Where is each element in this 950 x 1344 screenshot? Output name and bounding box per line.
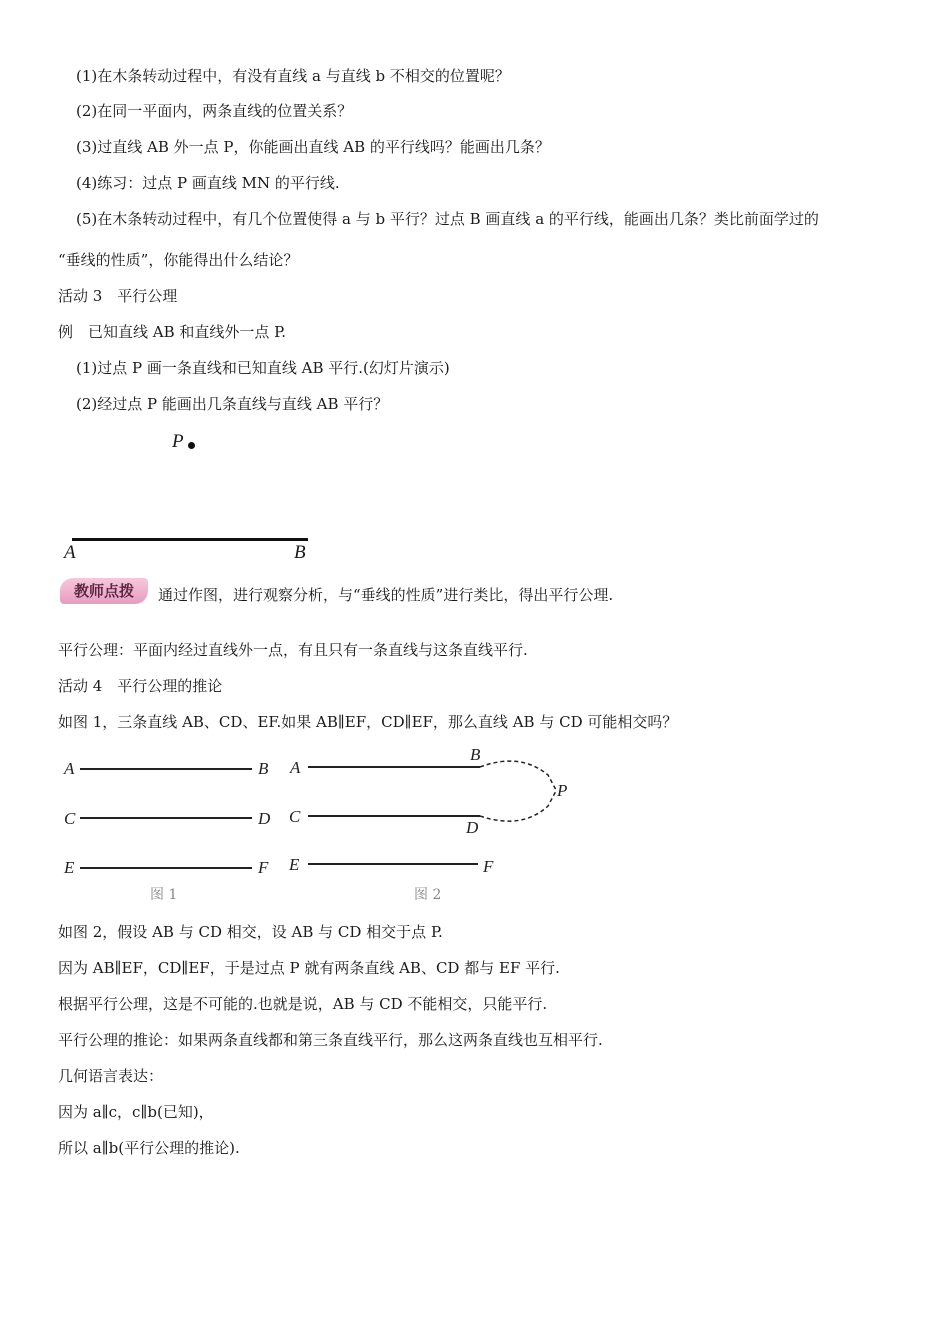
- question-1: (1)在木条转动过程中，有没有直线 a 与直线 b 不相交的位置呢？: [76, 67, 510, 85]
- figure-point-b-label: B: [294, 542, 306, 563]
- geometry-language-line1: 因为 a∥c，c∥b(已知)，: [58, 1103, 214, 1121]
- fig2-dashed-curve-b: [480, 761, 556, 790]
- fig2-label-b: B: [470, 745, 481, 764]
- fig1-caption: 图 1: [150, 887, 178, 903]
- activity3-title: 活动 3 平行公理: [58, 287, 178, 305]
- parallel-axiom: 平行公理：平面内经过直线外一点，有且只有一条直线与这条直线平行.: [58, 641, 528, 659]
- fig2-label-d: D: [466, 818, 479, 837]
- fig1-label-f: F: [258, 858, 269, 877]
- geometry-language-line2: 所以 a∥b(平行公理的推论).: [58, 1139, 240, 1157]
- fig2-label-a: A: [290, 758, 301, 777]
- activity3-sub1: (1)过点 P 画一条直线和已知直线 AB 平行.(幻灯片演示): [76, 359, 450, 377]
- activity3-sub2: (2)经过点 P 能画出几条直线与直线 AB 平行？: [76, 395, 389, 413]
- activity4-corollary: 平行公理的推论：如果两条直线都和第三条直线平行，那么这两条直线也互相平行.: [58, 1031, 603, 1049]
- question-2: (2)在同一平面内，两条直线的位置关系？: [76, 102, 353, 120]
- fig1-label-c: C: [64, 809, 76, 828]
- activity4-title: 活动 4 平行公理的推论: [58, 677, 223, 695]
- fig2-label-f: F: [483, 857, 494, 876]
- fig2-caption: 图 2: [414, 887, 442, 903]
- activity3-example: 例 已知直线 AB 和直线外一点 P.: [58, 323, 286, 341]
- question-3: (3)过直线 AB 外一点 P，你能画出直线 AB 的平行线吗？能画出几条？: [76, 138, 550, 156]
- question-5-continued: “垂线的性质”，你能得出什么结论？: [58, 251, 299, 269]
- activity4-line3: 根据平行公理，这是不可能的.也就是说，AB 与 CD 不能相交，只能平行.: [58, 995, 548, 1013]
- fig2-label-c: C: [289, 807, 301, 826]
- geometry-language-title: 几何语言表达：: [58, 1067, 164, 1085]
- figure-point-a-label: A: [64, 542, 76, 563]
- fig1-label-a: A: [64, 759, 75, 778]
- teacher-tip-text: 通过作图，进行观察分析，与“垂线的性质”进行类比，得出平行公理.: [158, 586, 614, 604]
- figure-point-p-label: P: [172, 431, 184, 452]
- fig1-label-e: E: [64, 858, 75, 877]
- activity4-line2: 因为 AB∥EF，CD∥EF，于是过点 P 就有两条直线 AB、CD 都与 EF 平行.: [58, 959, 560, 977]
- activity4-line1: 如图 2，假设 AB 与 CD 相交，设 AB 与 CD 相交于点 P.: [58, 923, 443, 941]
- fig2-label-p: P: [557, 781, 568, 800]
- fig1-label-b: B: [258, 759, 269, 778]
- fig1-label-d: D: [258, 809, 271, 828]
- question-4: (4)练习：过点 P 画直线 MN 的平行线.: [76, 174, 340, 192]
- question-5: (5)在木条转动过程中，有几个位置使得 a 与 b 平行？过点 B 画直线 a 的平行线，能画出几条？类比前面学过的: [76, 210, 819, 228]
- fig2-dashed-curve-d: [480, 791, 556, 821]
- fig2-label-e: E: [289, 855, 300, 874]
- activity4-intro: 如图 1，三条直线 AB、CD、EF.如果 AB∥EF，CD∥EF，那么直线 AB 与 CD 可能相交吗？: [58, 713, 678, 731]
- teacher-tip-badge: 教师点拨: [60, 578, 148, 604]
